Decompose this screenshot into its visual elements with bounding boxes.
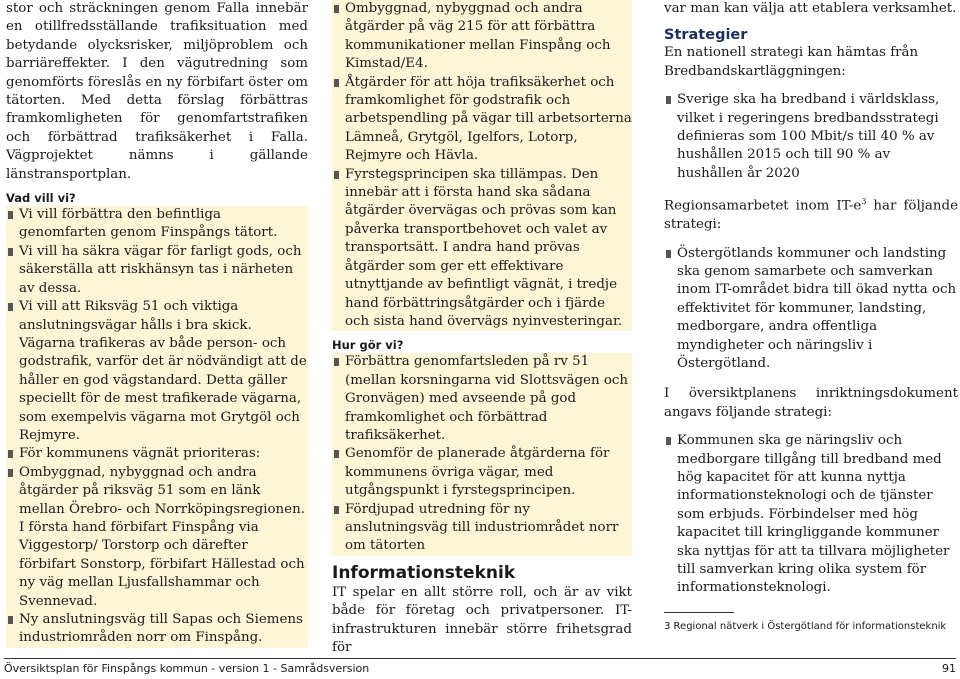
column-2: [332, 0, 632, 657]
region-paragraph: Regionsamarbetet inom $IT-e^3$ har följande strategi:: [664, 197, 958, 233]
intro-paragraph: stor och sträckningen genom Falla innebär en otillfredsställande trafiksituation med betydande olycksrisker, miljöproblem och barriäreffekter. I den vägutredning som genomförts föreslås en ny förbifart öster om tätorten. Med detta förslag förbättras framkomligheten för genomfartstrafiken och förbättrad trafiksäkerhet i Falla. Vägprojektet nämns i gällande länstransportplan.: [6, 1, 308, 182]
footnote: 3 Regional nätverk i Östergötland för informationsteknik: [664, 621, 947, 632]
hur-gor-vi-list: [332, 353, 632, 555]
bullet-icon: [334, 358, 339, 366]
page-number: 91: [942, 662, 956, 675]
list-item: Fördjupad utredning för ny anslutningsväg till industriområdet norr om tätorten: [332, 501, 632, 556]
strategier-intro: En nationell strategi kan hämtas från Bredbandskartläggningen:: [664, 45, 919, 79]
bullet-icon: [666, 250, 671, 258]
column-1: [6, 0, 308, 648]
oversikt-paragraph: I översiktplanens inriktningsdokument angavs följande strategi:: [664, 386, 958, 420]
list-item: Östergötlands kommuner och landsting ska genom samarbete och samverkan inom IT-området bidra till ökad nytta och effektivitet för kommuner, landsting, medborgare, andra offentliga myndigheter och näringsliv i Östergötland.: [664, 245, 958, 374]
list-item: Fyrstegsprincipen ska tillämpas. Den innebär att i första hand ska sådana åtgärder övervägas och prövas som kan påverka transportbehovet och valet av transportsätt. I andra hand prövas åtgärder som ger ett effektivare utnyttjande av befintligt vägnät, i tredje hand förbättringsåtgärder och i fjärde och sista hand övervägs nyinvesteringar.: [332, 166, 632, 332]
list-item: Vi vill förbättra den befintliga genomfarten genom Finspångs tätort.: [6, 206, 308, 243]
list-item: Ny anslutningsväg till Sapas och Siemens industriområden norr om Finspång.: [6, 611, 308, 648]
bullet-icon: [666, 437, 671, 445]
bullet-icon: [8, 303, 13, 311]
prioriteras-box: [332, 0, 632, 331]
list-item: För kommunens vägnät prioriteras:: [6, 445, 308, 463]
informationsteknik-heading: Informationsteknik: [332, 562, 516, 583]
bullet-icon: [334, 79, 339, 87]
bullet-icon: [8, 450, 13, 458]
bullet-icon: [8, 469, 13, 477]
list-item: Sverige ska ha bredband i världsklass, vilket i regeringens bredbandsstrategi definieras som 100 Mbit/s till 40 % av hushållen 2015 och till 90 % av hushållen år 2020: [664, 91, 958, 183]
hur-gor-vi-heading: Hur gör vi?: [332, 338, 404, 353]
strategier-heading: Strategier: [664, 27, 748, 44]
footer-title: Översiktsplan för Finspångs kommun - version 1 - Samrådsversion: [4, 662, 370, 675]
list-item: Förbättra genomfartsleden på rv 51 (mellan korsningarna vid Slottsvägen och Gronvägen) med avseende på god framkomlighet och förbättrad trafiksäkerhet.: [332, 353, 632, 445]
bullet-icon: [8, 248, 13, 256]
bullet-icon: [334, 450, 339, 458]
bullet-icon: [666, 96, 671, 104]
bullet-icon: [8, 616, 13, 624]
vad-vill-vi-list: [6, 206, 308, 648]
list-item: Kommunen ska ge näringsliv och medborgare tillgång till bredband med hög kapacitet för att kunna nyttja informationsteknologi och de tjänster som erbjuds. Förbindelser med hög kapacitet till kringliggande kommuner ska nyttjas för att ta tillvara möjligheter till samverkan kring olika system för informationsteknologi.: [664, 432, 958, 598]
bullet-icon: [334, 171, 339, 179]
regional-strategy-list: [664, 245, 958, 374]
footer-divider: [4, 658, 956, 659]
vad-vill-vi-heading: Vad vill vi?: [6, 191, 76, 206]
list-item: Åtgärder för att höja trafiksäkerhet och framkomlighet för godstrafik och arbetspendling på vägar till arbetsorterna Lämneå, Grytgöl, Igelfors, Lotorp, Rejmyre och Hävla.: [332, 74, 632, 166]
bullet-icon: [334, 5, 339, 13]
footnote-ref: 3: [861, 197, 867, 207]
informationsteknik-paragraph: IT spelar en allt större roll, och är av vikt både för företag och privatpersoner. IT-infrastrukturen innebär större frihetsgrad för: [332, 584, 632, 655]
bullet-icon: [8, 211, 13, 219]
municipal-strategy-list: [664, 432, 958, 598]
bullet-icon: [334, 506, 339, 514]
list-item: Vi vill ha säkra vägar för farligt gods, och säkerställa att riskhänsyn tas i närheten av dessa.: [6, 243, 308, 298]
prioriteras-list: [332, 0, 632, 331]
list-item: Ombyggnad, nybyggnad och andra åtgärder på riksväg 51 som en länk mellan Örebro- och Norrköpingsregionen. I första hand förbifart Finspång via Viggestorp/ Torstorp och därefter förbifart Sonstorp, förbifart Hällestad och ny väg mellan Ljusfallshammar och Svennevad.: [6, 464, 308, 611]
footnote-divider: [664, 612, 734, 613]
list-item: Ombyggnad, nybyggnad och andra åtgärder på väg 215 för att förbättra kommunikationer mellan Finspång och Kimstad/E4.: [332, 0, 632, 74]
hur-gor-vi-box: [332, 353, 632, 555]
list-item: Vi vill att Riksväg 51 och viktiga anslutningsvägar hålls i bra skick. Vägarna trafikeras av både person- och godstrafik, varför det är nödvändigt att de håller en god vägstandard. Detta gäller speciellt för de mest trafikerade vägarna, som exempelvis vägarna mot Grytgöl och Rejmyre.: [6, 298, 308, 445]
list-item: Genomför de planerade åtgärderna för kommunens övriga vägar, med utgångspunkt i fyrstegsprincipen.: [332, 445, 632, 500]
continuation-text: var man kan välja att etablera verksamhet.: [664, 1, 957, 16]
national-strategy-list: [664, 91, 958, 183]
vad-vill-vi-box: [6, 206, 308, 648]
column-3: [664, 0, 958, 598]
